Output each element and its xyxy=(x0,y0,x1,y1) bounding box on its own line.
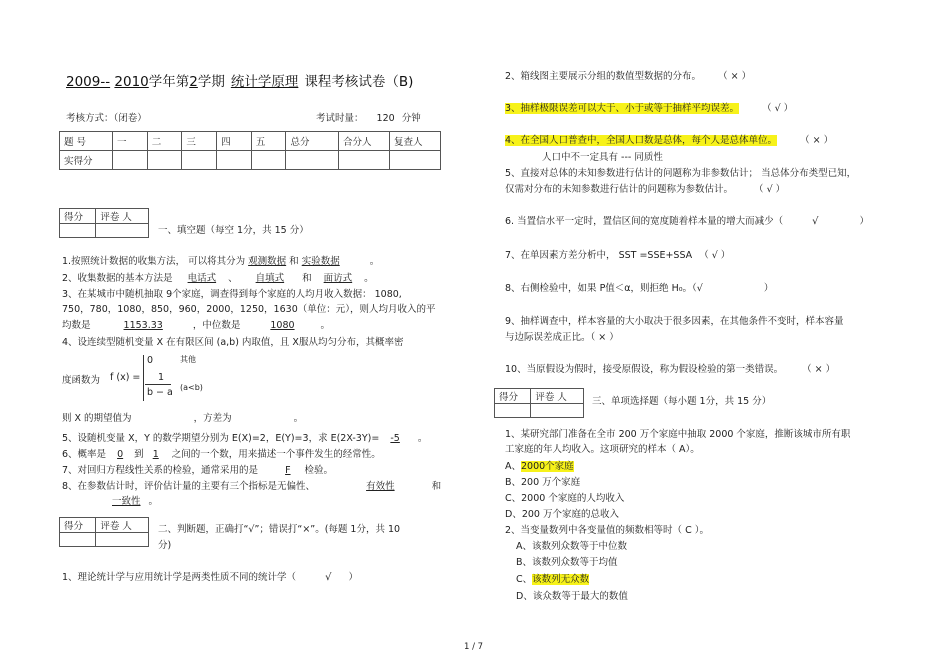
s1-q3-line2: 750，780，1080，850，960，2000，1250，1630（单位：元），则人均月收入的平 xyxy=(62,304,436,315)
s1-q1-text: 1.按照统计数据的收集方法， 可以将其分为 xyxy=(62,256,246,267)
grader-score-cell[interactable] xyxy=(60,533,96,547)
s1-q1-end: 。 xyxy=(369,256,380,267)
s1-q4-expect-label: 则 X 的期望值为 xyxy=(62,413,132,424)
section2-heading-line2: 分) xyxy=(158,540,172,551)
page-number: 1 / 7 xyxy=(464,642,484,652)
s2-q3-text: 3、抽样极限误差可以大于、小于或等于抽样平均误差。 xyxy=(505,103,740,114)
s3-q2-option-b: B、该数列众数等于均值 xyxy=(516,557,618,568)
s3-q1-line2: 工家庭的年人均收入。这项研究的样本（ A）。 xyxy=(505,444,700,455)
title-course: 统计学原理 xyxy=(230,74,299,90)
s1-q7-end: 检验。 xyxy=(304,465,334,476)
s1-q4-numerator: 1 xyxy=(158,372,165,383)
s2-q7-text: 7、在单因素方差分析中， SST =SSE+SSA xyxy=(505,250,693,261)
score-cell[interactable] xyxy=(147,151,182,170)
s2-q8 xyxy=(505,280,773,294)
title-year-end: 2010 xyxy=(114,74,149,90)
title-term-suffix: 学期 xyxy=(197,74,225,90)
title-close: ) xyxy=(408,74,414,90)
s1-q6 xyxy=(62,446,381,460)
s2-q3 xyxy=(505,100,793,114)
grader-cell[interactable] xyxy=(531,404,584,418)
exam-time xyxy=(316,110,421,124)
s2-q4 xyxy=(505,132,833,146)
s2-q6-text: 6. 当置信水平一定时，置信区间的宽度随着样本量的增大而减少（ xyxy=(505,216,784,227)
score-header-cell: 三 xyxy=(182,132,217,151)
score-table-row xyxy=(60,151,441,170)
s1-q5 xyxy=(62,430,427,444)
s1-q8-answer1: 有效性 xyxy=(366,481,395,492)
title-year-start: 2009-- xyxy=(66,74,111,90)
s3-q1-option-c: C、2000 个家庭的人均收入 xyxy=(505,493,625,504)
score-header-cell: 合分人 xyxy=(339,132,390,151)
s1-q4-var-label: ，方差为 xyxy=(193,413,232,424)
score-header-cell: 五 xyxy=(251,132,286,151)
s2-q5-line1: 5、直接对总体的未知参数进行估计的问题称为非参数估计； 当总体分布类型已知， xyxy=(505,168,857,179)
s3-q1-line1: 1、某研究部门准备在全市 200 万个家庭中抽取 2000 个家庭，推断该城市所有职 xyxy=(505,429,851,440)
exam-time-label: 考试时量： xyxy=(316,113,364,124)
s2-q6 xyxy=(505,213,869,227)
s2-q7 xyxy=(505,247,730,261)
grader-score-label: 得分 xyxy=(60,518,96,533)
s1-q2-sep: 、 xyxy=(228,273,238,284)
s1-q6-to: 到 xyxy=(134,449,144,460)
s1-q4-denominator: b − a xyxy=(147,387,173,398)
s3-q2: 2、当变量数列中各变量值的频数相等时（ C ）。 xyxy=(505,525,709,536)
s1-q8-line1 xyxy=(62,478,441,492)
s2-q1-close: ） xyxy=(348,572,358,583)
s2-q10-text: 10、当原假设为假时，接受原假设，称为假设检验的第一类错误。 xyxy=(505,364,784,375)
s1-q4-line2 xyxy=(62,410,303,424)
s2-q2 xyxy=(505,68,751,82)
title-paper: B xyxy=(398,74,409,90)
s3-q2-option-c-prefix: C、 xyxy=(516,574,533,585)
score-header-cell: 总分 xyxy=(286,132,339,151)
score-cell[interactable] xyxy=(217,151,252,170)
s2-q5-text: 仅需对分布的未知参数进行估计的问题称为参数估计。 xyxy=(505,184,734,195)
grader-score-label: 得分 xyxy=(60,209,96,224)
section3-heading: 三、单项选择题（每小题 1分，共 15 分） xyxy=(592,396,772,407)
s2-q4-note: 人口中不一定具有 --- 同质性 xyxy=(542,152,663,163)
s1-q1-answer1: 观测数据 xyxy=(248,256,287,267)
s1-q5-text: 5、设随机变量 X，Y 的数学期望分别为 E(X)=2，E(Y)=3，求 E(2X-3Y)= xyxy=(62,433,380,444)
s2-q1-text: 1、理论统计学与应用统计学是两类性质不同的统计学（ xyxy=(62,572,297,583)
score-table-header xyxy=(60,132,441,151)
s1-q4-density-label: 度函数为 xyxy=(62,375,101,386)
grader-box-1 xyxy=(59,208,149,238)
score-cell[interactable] xyxy=(339,151,390,170)
s1-q2-text: 2、收集数据的基本方法是 xyxy=(62,273,173,284)
s1-q4-zero: 0 xyxy=(147,355,154,366)
grader-score-cell[interactable] xyxy=(60,224,96,238)
grader-label: 评卷 人 xyxy=(531,389,584,404)
s2-q3-mark: （ √ ） xyxy=(762,103,794,114)
s2-q9-line1: 9、抽样调查中，样本容量的大小取决于很多因素，在其他条件不变时，样本容量 xyxy=(505,316,844,327)
s1-q7-answer: F xyxy=(285,465,291,476)
s1-q4-expect-blank[interactable] xyxy=(132,413,194,424)
section2-heading-line1: 二、判断题，正确打“√”；错误打“×”。(每题 1分，共 10 xyxy=(158,524,401,535)
s1-q4-condition: (a<b) xyxy=(180,383,203,392)
s1-q1-blank xyxy=(340,256,370,267)
s2-q2-mark: （ × ） xyxy=(718,71,752,82)
exam-time-value: 120 xyxy=(376,113,395,124)
score-table xyxy=(59,131,441,170)
section1-heading: 一、填空题（每空 1分，共 15 分） xyxy=(158,225,309,236)
score-header-cell: 四 xyxy=(217,132,252,151)
s1-q7 xyxy=(62,462,333,476)
grader-cell[interactable] xyxy=(96,533,149,547)
title-end: 课程考核试卷（ xyxy=(304,74,399,90)
s1-q6-rest: 之间的一个数，用来描述一个事件发生的经常性。 xyxy=(171,449,381,460)
s1-q3-line3 xyxy=(62,317,330,331)
s2-q5-line2 xyxy=(505,181,785,195)
grader-box-3 xyxy=(494,388,584,418)
s1-q7-text: 7、对回归方程线性关系的检验，通常采用的是 xyxy=(62,465,259,476)
s2-q6-close: ） xyxy=(859,216,870,227)
s2-q8-close: ） xyxy=(763,283,774,294)
s3-q1-option-a-prefix: A、 xyxy=(505,461,521,472)
s2-q10 xyxy=(505,361,835,375)
s3-q1-option-d: D、200 万个家庭的总收入 xyxy=(505,509,619,520)
s1-q6-answer2: 1 xyxy=(152,449,159,460)
s1-q8-line2 xyxy=(74,493,158,507)
score-cell[interactable] xyxy=(286,151,339,170)
s1-q8-answer2: 一致性 xyxy=(112,496,141,507)
s1-q4-line1: 4、设连续型随机变量 X 在有限区间 (a,b) 内取值，且 X服从均匀分布，其概率密 xyxy=(62,337,404,348)
s1-q2-end: 。 xyxy=(364,273,374,284)
s1-q4-fraction-bar xyxy=(145,384,171,385)
s1-q3-median-label: ，中位数是 xyxy=(192,320,241,331)
s1-q4-end: 。 xyxy=(293,413,304,424)
grader-box-2 xyxy=(59,517,149,547)
score-row-label: 实得分 xyxy=(60,151,113,170)
s2-q7-mark: （ √ ） xyxy=(699,250,731,261)
s1-q1-and: 和 xyxy=(289,256,299,267)
s2-q8-text: 8、右侧检验中，如果 P值＜α，则拒绝 H₀。（√ xyxy=(505,283,703,294)
s1-q3-end: 。 xyxy=(320,320,331,331)
s2-q9-line2: 与边际误差成正比。（ × ） xyxy=(505,332,619,343)
grader-label: 评卷 人 xyxy=(96,518,149,533)
s1-q2-answer3: 面访式 xyxy=(323,273,353,284)
title-mid: 学年第 xyxy=(148,74,190,90)
s1-q2-and: 和 xyxy=(302,273,312,284)
s2-q1-mark: √ xyxy=(325,572,332,583)
s3-q2-option-d: D、该众数等于最大的数值 xyxy=(516,591,628,602)
s1-q6-answer1: 0 xyxy=(117,449,124,460)
s1-q5-end: 。 xyxy=(417,433,428,444)
s2-q1 xyxy=(62,569,358,583)
s2-q4-mark: （ × ） xyxy=(800,135,834,146)
s2-q6-mark: √ xyxy=(812,216,819,227)
s1-q4-brace xyxy=(143,355,144,401)
score-header-cell: 题 号 xyxy=(60,132,113,151)
s1-q3-mean-label: 均数是 xyxy=(62,320,91,331)
s1-q1-answer2: 实验数据 xyxy=(301,256,340,267)
s2-q4-text: 4、在全国人口普查中，全国人口数是总体，每个人是总体单位。 xyxy=(505,135,778,146)
s1-q3-line1: 3、在某城市中随机抽取 9个家庭，调查得到每个家庭的人均月收入数据： 1080, xyxy=(62,289,402,300)
s1-q2-answer1: 电话式 xyxy=(187,273,217,284)
s3-q1-option-a xyxy=(505,458,574,472)
score-cell[interactable] xyxy=(251,151,286,170)
s1-q1 xyxy=(62,253,379,267)
s1-q6-text: 6、概率是 xyxy=(62,449,107,460)
score-cell[interactable] xyxy=(113,151,148,170)
exam-time-unit: 分钟 xyxy=(401,113,421,124)
grader-cell[interactable] xyxy=(96,224,149,238)
s3-q1-option-b: B、200 万个家庭 xyxy=(505,477,581,488)
grader-score-cell[interactable] xyxy=(495,404,531,418)
s3-q2-option-c xyxy=(516,571,589,585)
s1-q8-and: 和 xyxy=(431,481,442,492)
s1-q8-end: 。 xyxy=(148,496,159,507)
s2-q2-text: 2、箱线图主要展示分组的数值型数据的分布。 xyxy=(505,71,702,82)
grader-score-label: 得分 xyxy=(495,389,531,404)
title-term: 2 xyxy=(189,74,198,90)
s3-q2-option-c-text: 该数列无众数 xyxy=(532,574,590,585)
score-cell[interactable] xyxy=(182,151,217,170)
score-header-cell: 一 xyxy=(113,132,148,151)
s1-q8-text: 8、在参数估计时，评价估计量的主要有三个指标是无偏性、 xyxy=(62,481,316,492)
s3-q1-option-a-text: 2000个家庭 xyxy=(521,461,574,472)
grader-label: 评卷 人 xyxy=(96,209,149,224)
s3-q2-option-a: A、该数列众数等于中位数 xyxy=(516,541,627,552)
s1-q2 xyxy=(62,270,374,284)
s2-q5-mark: （ √ ） xyxy=(754,184,786,195)
s1-q3-median-answer: 1080 xyxy=(270,320,295,331)
s1-q3-mean-answer: 1153.33 xyxy=(123,320,163,331)
s2-q10-mark: （ × ） xyxy=(802,364,836,375)
s1-q4-fx: f (x) = xyxy=(110,372,141,383)
s1-q4-other: 其他 xyxy=(180,355,196,364)
s1-q4-var-blank[interactable] xyxy=(232,413,294,424)
exam-title xyxy=(66,70,413,90)
exam-method: 考核方式：（闭卷） xyxy=(66,113,147,124)
score-cell[interactable] xyxy=(390,151,441,170)
score-header-cell: 复查人 xyxy=(390,132,441,151)
score-header-cell: 二 xyxy=(147,132,182,151)
s1-q5-answer: -5 xyxy=(390,433,400,444)
s1-q2-answer2: 自填式 xyxy=(255,273,285,284)
